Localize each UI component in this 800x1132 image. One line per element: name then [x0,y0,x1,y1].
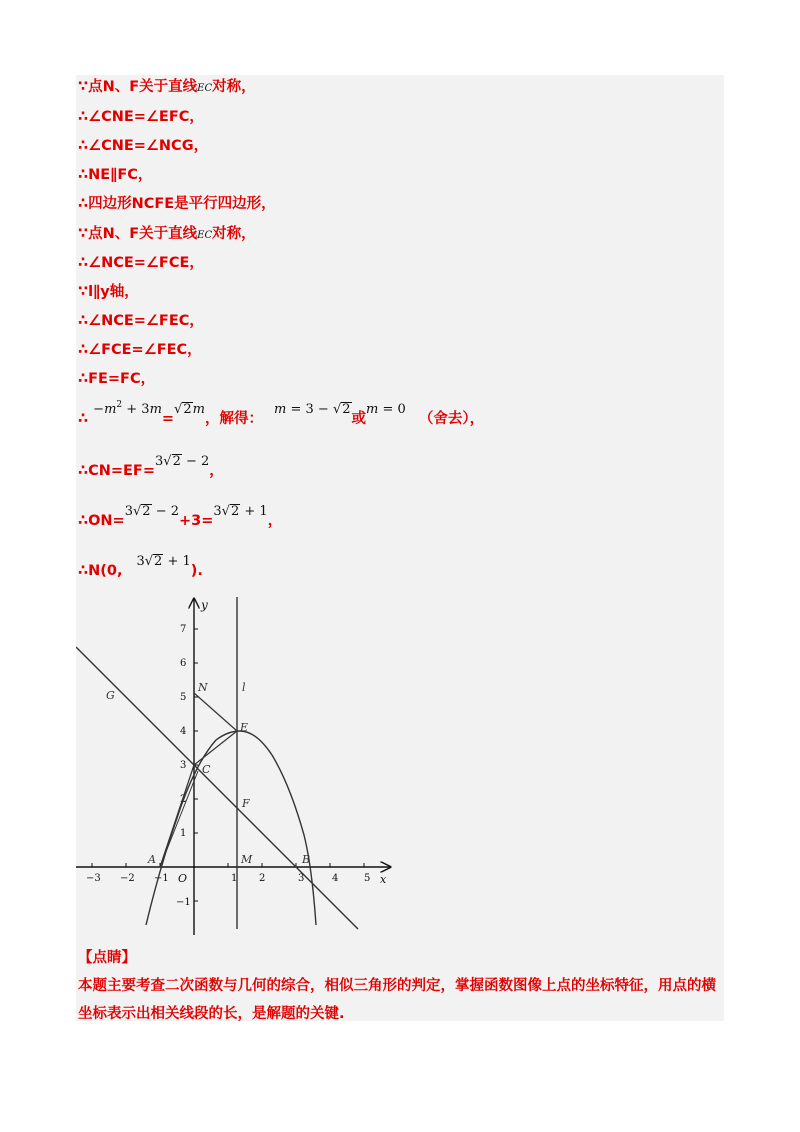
x-tick-label: −1 [154,873,169,884]
origin-label: O [178,872,188,885]
proof-line-4: ∴NE∥FC， [78,167,153,183]
segment-ac [160,765,194,867]
y-tick-label: −1 [176,897,191,908]
cn-line: ∴CN=EF=3√2 − 2， [78,454,224,479]
on-value-b: 3√2 + 1 [213,504,268,519]
x-tick-label: 5 [364,873,371,884]
proof-line-6: ∵点N、F关于直线EC对称， [78,226,256,242]
point-f-label: F [242,797,250,810]
x-tick-label: −3 [86,873,101,884]
x-tick-label: 1 [231,873,238,884]
segment-ne [194,693,237,731]
y-tick-label: 7 [180,624,187,635]
x-tick-label: 4 [332,873,339,884]
proof-line-8: ∵l∥y轴， [78,284,139,300]
equation-lhs: $-m^2 + 3m$ [93,400,162,417]
remark-heading: 【点睛】 [78,950,136,966]
point-e-label: E [240,721,249,734]
y-axis-label: y [201,598,208,612]
y-tick-label: 1 [180,828,187,839]
proof-line-10: ∴∠FCE=∠FEC， [78,342,202,358]
on-value-a: 3√2 − 2 [124,504,179,519]
segment-ce [194,731,237,765]
n-coordinate-line: ∴N(0,3√2 + 1). [78,554,203,579]
proof-line-11: ∴FE=FC， [78,371,156,387]
segment-a-aux [160,771,198,867]
proof-line-9: ∴∠NCE=∠FEC， [78,313,204,329]
cn-value: 3√2 − 2 [154,454,210,469]
line-bc [76,647,358,929]
remark-paragraph: 本题主要考查二次函数与几何的综合，相似三角形的判定，掌握函数图像上点的坐标特征，用点的横坐标表示出相关线段的长，是解题的关键. [78,978,716,1022]
equation-rhs: √2m [174,402,205,417]
line-l-label: l [242,681,246,694]
y-tick-label: 3 [180,760,187,771]
equation-line: ∴ $-m^2 + 3m=√2m$，解得： m = 3 − √2或m = 0 （舍去）， [78,400,485,427]
y-tick-label: 5 [180,692,187,703]
point-m-label: M [241,853,253,866]
x-axis-label: x [380,873,387,886]
point-b-label: B [302,853,311,866]
x-tick-label: 2 [259,873,266,884]
y-tick-label: 6 [180,658,187,669]
parabola [146,731,316,925]
point-g-label: G [106,689,115,702]
point-n-label: N [198,681,208,694]
coordinate-figure [76,595,396,935]
proof-line-1: ∵点N、F关于直线EC对称， [78,79,256,95]
x-tick-label: 3 [298,873,305,884]
point-c-label: C [202,763,211,776]
proof-line-3: ∴∠CNE=∠NCG， [78,138,209,154]
solution-1: m = 3 − √2 [274,402,351,417]
x-tick-label: −2 [120,873,135,884]
y-tick-label: 2 [180,794,187,805]
on-line: ∴ON=3√2 − 2+3=3√2 + 1， [78,504,283,529]
y-tick-label: 4 [180,726,187,737]
n-value: 3√2 + 1 [136,554,191,569]
proof-line-7: ∴∠NCE=∠FCE， [78,255,204,271]
proof-line-5: ∴四边形NCFE是平行四边形， [78,196,276,212]
axis-ticks [92,629,364,901]
point-a-label: A [148,853,156,866]
solution-2: m = 0 [366,402,406,417]
proof-line-2: ∴∠CNE=∠EFC， [78,109,204,125]
